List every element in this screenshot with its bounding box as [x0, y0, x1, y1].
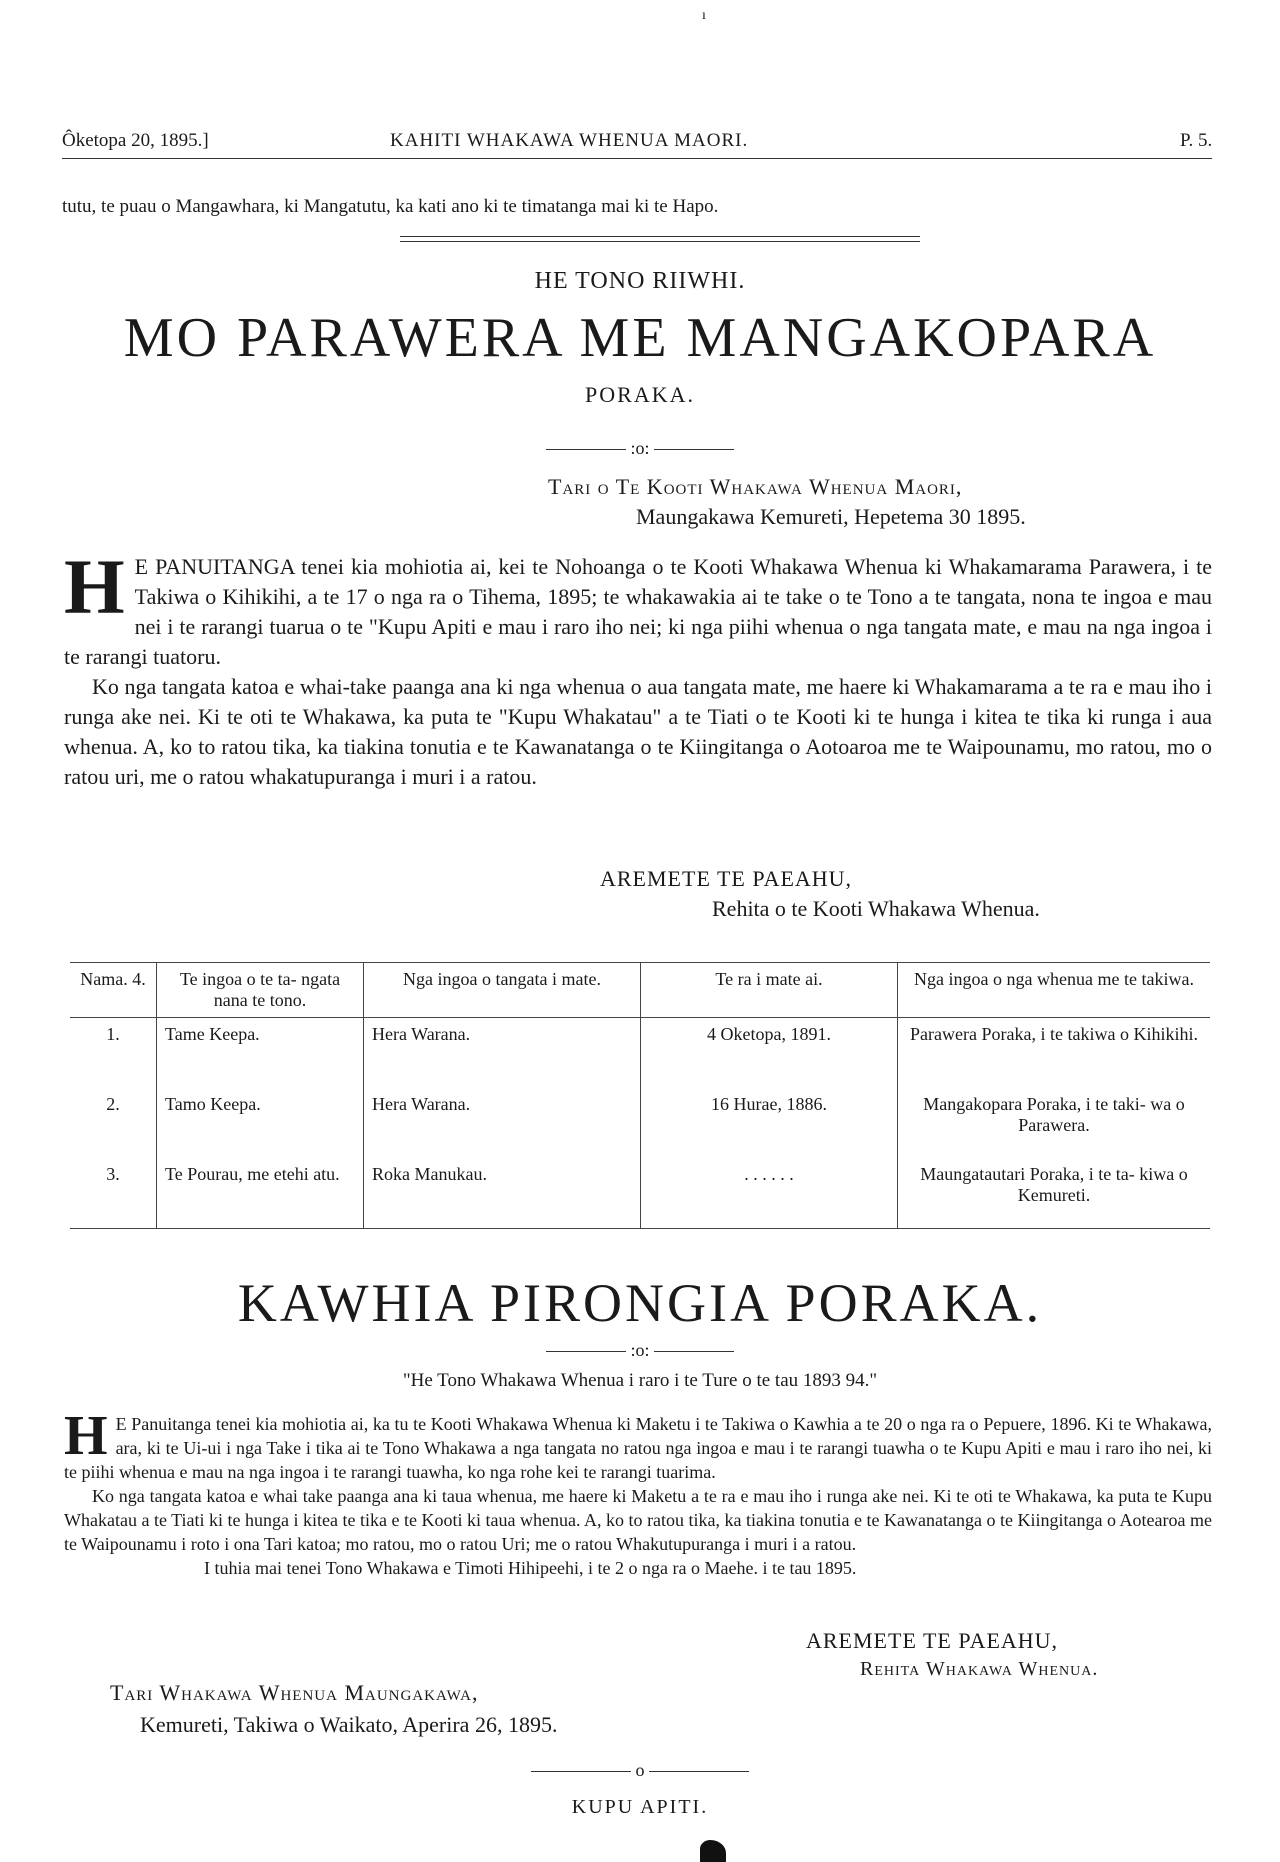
notice2-quote: "He Tono Whakawa Whenua i raro i te Ture o te tau 1893 94." — [402, 1370, 878, 1391]
table-row — [70, 1158, 1210, 1229]
notice-kicker: HE TONO RIIWHI. — [534, 268, 746, 294]
notice-title: MO PARAWERA ME MANGAKOPARA — [123, 307, 1157, 369]
notice2-office: Tari Whakawa Whenua Maungakawa, — [110, 1680, 479, 1705]
notice2-office-date: Kemureti, Takiwa o Waikato, Aperira 26, 1895. — [140, 1712, 558, 1737]
signature-name: AREMETE TE PAEAHU, — [600, 866, 853, 891]
separator-mark: :o: — [630, 1340, 650, 1360]
header-land-and-district: Nga ingoa o nga whenua me te takiwa. — [898, 963, 1211, 1018]
notice-dateline-office: Tari o Te Kooti Whakawa Whenua Maori, — [548, 474, 963, 499]
running-head-date: Ôketopa 20, 1895.] — [62, 130, 209, 151]
separator-mark: :o: — [630, 438, 650, 458]
cell-number: 3. — [70, 1158, 157, 1229]
header-number: Nama. 4. — [80, 969, 146, 989]
notice2-paragraph-1 — [64, 1405, 1212, 1484]
notice-subtitle: PORAKA. — [585, 382, 695, 407]
running-head-title: KAHITI WHAKAWA WHENUA MAORI. — [390, 130, 749, 151]
notice2-title: KAWHIA PIRONGIA PORAKA. — [237, 1273, 1043, 1333]
cell-land: Maungatautari Poraka, i te ta- kiwa o Kemureti. — [898, 1158, 1211, 1229]
table-row — [70, 1088, 1210, 1158]
header-applicant: Te ingoa o te ta- ngata nana te tono. — [157, 963, 364, 1018]
notice2-paragraph-1-text: E Panuitanga tenei kia mohiotia ai, ka tu te Kooti Whakawa Whenua ki Maketu i te Takiwa o Kawhia a te 20 o nga ra o Pepuere, 1896. Ki te Whakawa, ara, ki te Ui-ui i nga Take i tika ai te Tono Whakawa a nga tangata no ratou nga ingoa e mau i te rarangi tuawha o te Kupu Apiti e mau i raro iho nei, ki te piihi whenua e mau na nga ingoa i te rarangi tuawha, ko nga rohe kei te rarangi tuarima. — [64, 1414, 1212, 1482]
section-divider — [400, 236, 920, 242]
drop-cap: H — [64, 1405, 108, 1467]
running-head-page: P. 5. — [1180, 130, 1213, 151]
separator-rule-left — [546, 449, 626, 450]
cell-deceased: Roka Manukau. — [364, 1158, 641, 1229]
notice2-body — [64, 1405, 1212, 1580]
cell-number: 2. — [106, 1094, 120, 1114]
page-mark: ı — [702, 8, 706, 23]
cell-date: 16 Hurae, 1886. — [641, 1088, 898, 1158]
separator-rule-right — [654, 449, 734, 450]
separator-rule-right — [649, 1771, 749, 1772]
cell-applicant: Tame Keepa. — [157, 1018, 364, 1089]
cell-land: Parawera Poraka, i te takiwa o Kihikihi. — [898, 1018, 1211, 1089]
separator-rule-left — [531, 1771, 631, 1772]
cell-land: Mangakopara Poraka, i te taki- wa o Parawera. — [898, 1088, 1211, 1158]
notice2-signature-name: AREMETE TE PAEAHU, — [806, 1628, 1059, 1653]
notice-body — [64, 543, 1212, 792]
notice2-separator — [0, 1340, 1280, 1361]
notice-dateline-place: Maungakawa Kemureti, Hepetema 30 1895. — [636, 504, 1026, 529]
appendix-title: KUPU APITI. — [571, 1796, 709, 1818]
drop-cap: H — [64, 543, 125, 630]
ink-blot-mark — [700, 1840, 726, 1862]
schedule-table — [70, 962, 1210, 1229]
cell-date: . . . . . . — [641, 1158, 898, 1229]
header-deceased: Nga ingoa o tangata i mate. — [364, 963, 641, 1018]
running-head-rule — [62, 158, 1212, 159]
separator-rule-right — [654, 1351, 734, 1352]
header-date-of-death: Te ra i mate ai. — [641, 963, 898, 1018]
notice-paragraph-1 — [64, 543, 1212, 672]
cell-number: 1. — [106, 1024, 120, 1044]
cell-deceased: Hera Warana. — [364, 1018, 641, 1089]
cell-date: 4 Oketopa, 1891. — [641, 1018, 898, 1089]
cell-deceased: Hera Warana. — [364, 1088, 641, 1158]
notice2-signature-title: Rehita Whakawa Whenua. — [860, 1658, 1099, 1680]
separator-rule-left — [546, 1351, 626, 1352]
cell-applicant: Te Pourau, me etehi atu. — [157, 1158, 364, 1229]
notice-separator — [0, 438, 1280, 459]
carry-over-line: tutu, te puau o Mangawhara, ki Mangatutu, ka kati ano ki te timatanga mai ki te Hapo. — [62, 196, 719, 217]
notice2-paragraph-2: Ko nga tangata katoa e whai take paanga ana ki taua whenua, me haere ki Maketu a te ra e mau iho i runga ake nei. Ki te oti te Whakawa, ka puta te Kupu Whakatau a te Tiati ki te hunga i kitea te tika e te Kooti ki taua whenua. A, ko to ratou tika, ka tiakina tonutia e te Kawanatanga o te Kiingitanga o Aotearoa me te Waipounamu i roto i ona Tari katoa; mo ratou, mo o ratou Uri; me o ratou Whakutupuranga i muri i a ratou. — [64, 1486, 1212, 1554]
cell-applicant: Tamo Keepa. — [157, 1088, 364, 1158]
notice2-paragraph-3: I tuhia mai tenei Tono Whakawa e Timoti Hihipeehi, i te 2 o nga ra o Maehe. i te tau 1895. — [204, 1558, 857, 1578]
notice-paragraph-2: Ko nga tangata katoa e whai-take paanga ana ki nga whenua o aua tangata mate, me haere ki Whakamarama a te ra e mau iho i runga ake nei. Ki te oti te Whakawa, ka puta te "Kupu Whakatau" a te Tiati o te Kooti ki te hunga i kitea te tika ki runga i aua whenua. A, ko to ratou tika, ka tiakina tonutia e te Kawanatanga o te Kiingitanga o Aotoaroa me te Waipounamu, mo ratou, mo o ratou uri, me o ratou whakatupuranga i muri i a ratou. — [64, 674, 1212, 789]
table-row — [70, 1018, 1210, 1089]
notice-paragraph-1-text: E PANUITANGA tenei kia mohiotia ai, kei te Nohoanga o te Kooti Whakawa Whenua ki Whakamarama Parawera, i te Takiwa o Kihikihi, a te 17 o nga ra o Tihema, 1895; te whakawakia ai te take o te Tono a te tangata, nona te ingoa e mau nei i te rarangi tuarua o te "Kupu Apiti e mau i raro iho nei; ki nga piihi whenua o nga tangata mate, e mau na nga ingoa i te rarangi tuatoru. — [64, 554, 1212, 669]
table-header-row — [70, 963, 1210, 1018]
appendix-separator — [0, 1760, 1280, 1781]
signature-title: Rehita o te Kooti Whakawa Whenua. — [712, 896, 1040, 921]
separator-mark: o — [635, 1760, 645, 1780]
